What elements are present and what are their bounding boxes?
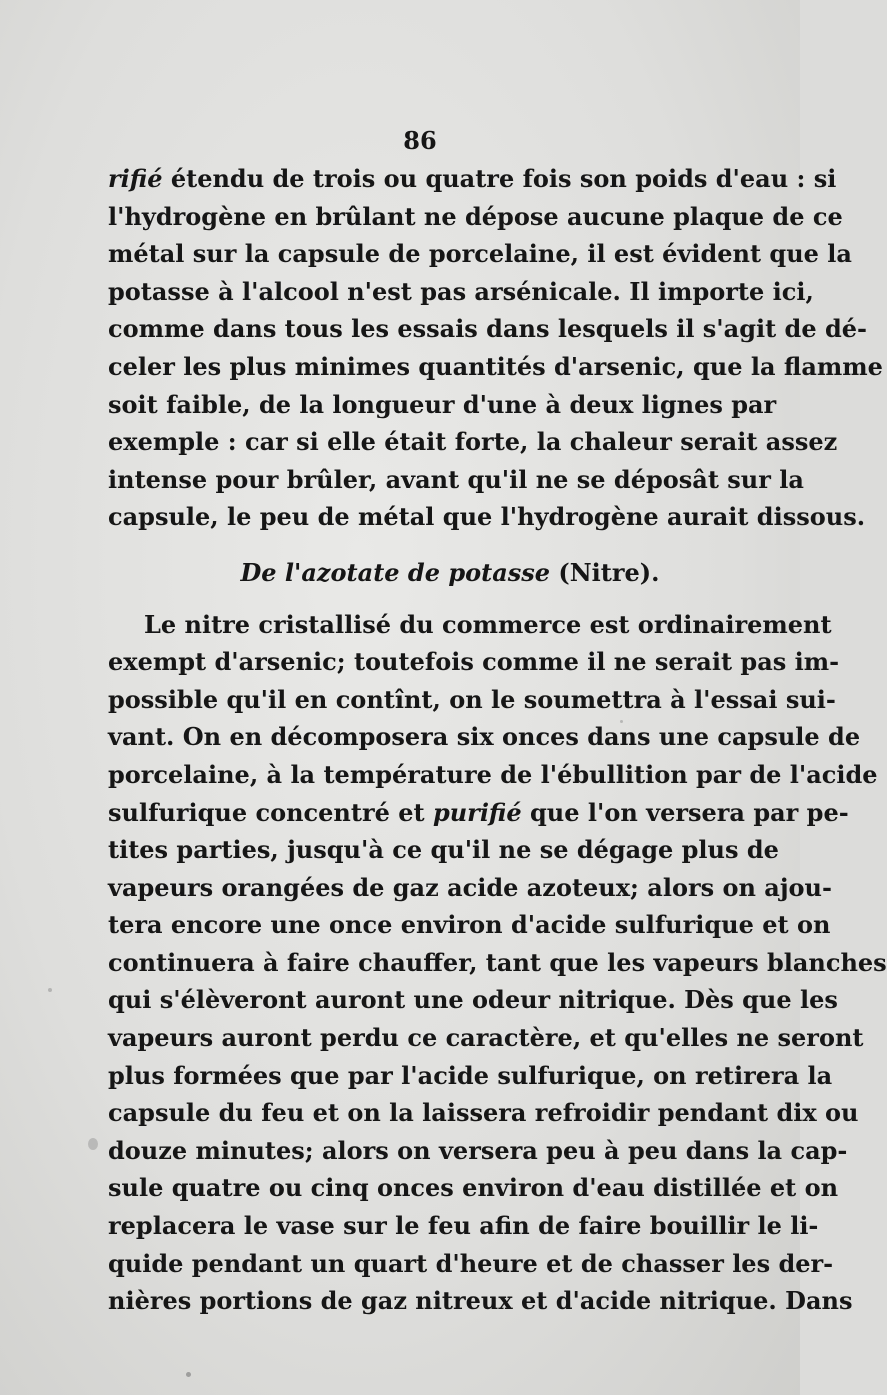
text-run: potasse à l'alcool n'est pas arsénicale. Il importe ici, — [108, 276, 814, 306]
text-line — [108, 944, 887, 982]
text-line — [108, 718, 861, 756]
text-line — [108, 235, 852, 273]
page-number: 86 — [403, 126, 437, 155]
text-run: qui s'élèveront auront une odeur nitrique. Dès que les — [108, 985, 838, 1015]
text-line — [108, 1169, 839, 1207]
text-run: vapeurs orangées de gaz acide azoteux; alors on ajou- — [108, 872, 832, 902]
paragraph-2 — [108, 606, 887, 1320]
text-italic: purifié — [432, 797, 522, 827]
paper-speck — [186, 1372, 191, 1377]
text-line — [108, 906, 831, 944]
paper-speck — [48, 988, 52, 992]
text-line — [108, 831, 779, 869]
text-line — [108, 756, 878, 794]
paper-speck — [88, 1138, 98, 1150]
text-run: possible qu'il en contînt, on le soumettra à l'essai sui- — [108, 684, 836, 714]
heading-italic: De l'azotate de potasse — [240, 557, 551, 587]
text-line — [108, 386, 777, 424]
text-run: comme dans tous les essais dans lesquels il s'agit de dé- — [108, 314, 867, 344]
text-line — [108, 310, 867, 348]
text-line — [108, 423, 838, 461]
text-run: vapeurs auront perdu ce caractère, et qu'elles ne seront — [108, 1023, 864, 1053]
text-line — [108, 348, 883, 386]
text-line — [108, 1094, 859, 1132]
text-run: plus formées que par l'acide sulfurique, on retirera la — [108, 1060, 833, 1090]
text-line — [108, 1057, 833, 1095]
text-run: replacera le vase sur le feu afin de faire bouillir le li- — [108, 1211, 819, 1241]
text-run: douze minutes; alors on versera peu à peu dans la cap- — [108, 1135, 848, 1165]
text-run: que l'on versera par pe- — [521, 797, 849, 827]
section-heading — [108, 554, 732, 592]
text-line — [108, 461, 804, 499]
text-run: vant. On en décomposera six onces dans une capsule de — [108, 722, 861, 752]
text-italic: rifié — [108, 164, 163, 193]
text-run: tera encore une once environ d'acide sulfurique et on — [108, 910, 831, 940]
text-line — [108, 794, 849, 832]
text-line — [108, 160, 837, 198]
text-line — [108, 1245, 834, 1283]
text-run: sule quatre ou cinq onces environ d'eau distillée et on — [108, 1173, 839, 1203]
text-run: soit faible, de la longueur d'une à deux lignes par — [108, 389, 777, 419]
text-run: celer les plus minimes quantités d'arsenic, que la flamme — [108, 351, 883, 381]
text-line — [108, 681, 836, 719]
heading-plain: (Nitre). — [550, 557, 660, 587]
text-run: exempt d'arsenic; toutefois comme il ne serait pas im- — [108, 647, 840, 677]
text-run: capsule, le peu de métal que l'hydrogène aurait dissous. — [108, 502, 866, 532]
text-run: porcelaine, à la température de l'ébullition par de l'acide — [108, 759, 878, 789]
text-line — [108, 643, 840, 681]
text-line — [108, 981, 838, 1019]
text-line — [108, 606, 832, 644]
text-line — [108, 1207, 819, 1245]
text-line — [108, 198, 843, 236]
text-line — [108, 1019, 864, 1057]
text-run: métal sur la capsule de porcelaine, il est évident que la — [108, 239, 852, 269]
text-run: tites parties, jusqu'à ce qu'il ne se dégage plus de — [108, 835, 779, 865]
text-run: quide pendant un quart d'heure et de chasser les der- — [108, 1248, 834, 1278]
text-line — [108, 1282, 853, 1320]
text-run: étendu de trois ou quatre fois son poids d'eau : si — [162, 164, 837, 193]
text-line — [108, 273, 814, 311]
text-block — [108, 160, 887, 1320]
text-run: exemple : car si elle était forte, la chaleur serait assez — [108, 427, 838, 457]
text-run: continuera à faire chauffer, tant que les vapeurs blanches — [108, 947, 887, 977]
text-line — [108, 869, 832, 907]
text-line — [108, 498, 866, 536]
text-run: sulfurique concentré et — [108, 797, 433, 827]
text-line — [108, 1132, 848, 1170]
text-run: intense pour brûler, avant qu'il ne se déposât sur la — [108, 464, 804, 494]
text-run: nières portions de gaz nitreux et d'acide nitrique. Dans — [108, 1286, 853, 1316]
paper-speck — [620, 720, 623, 723]
text-run: capsule du feu et on la laissera refroidir pendant dix ou — [108, 1098, 859, 1128]
paragraph-1 — [108, 160, 883, 536]
text-run: l'hydrogène en brûlant ne dépose aucune plaque de ce — [108, 201, 843, 231]
text-run: Le nitre cristallisé du commerce est ordinairement — [144, 609, 832, 639]
